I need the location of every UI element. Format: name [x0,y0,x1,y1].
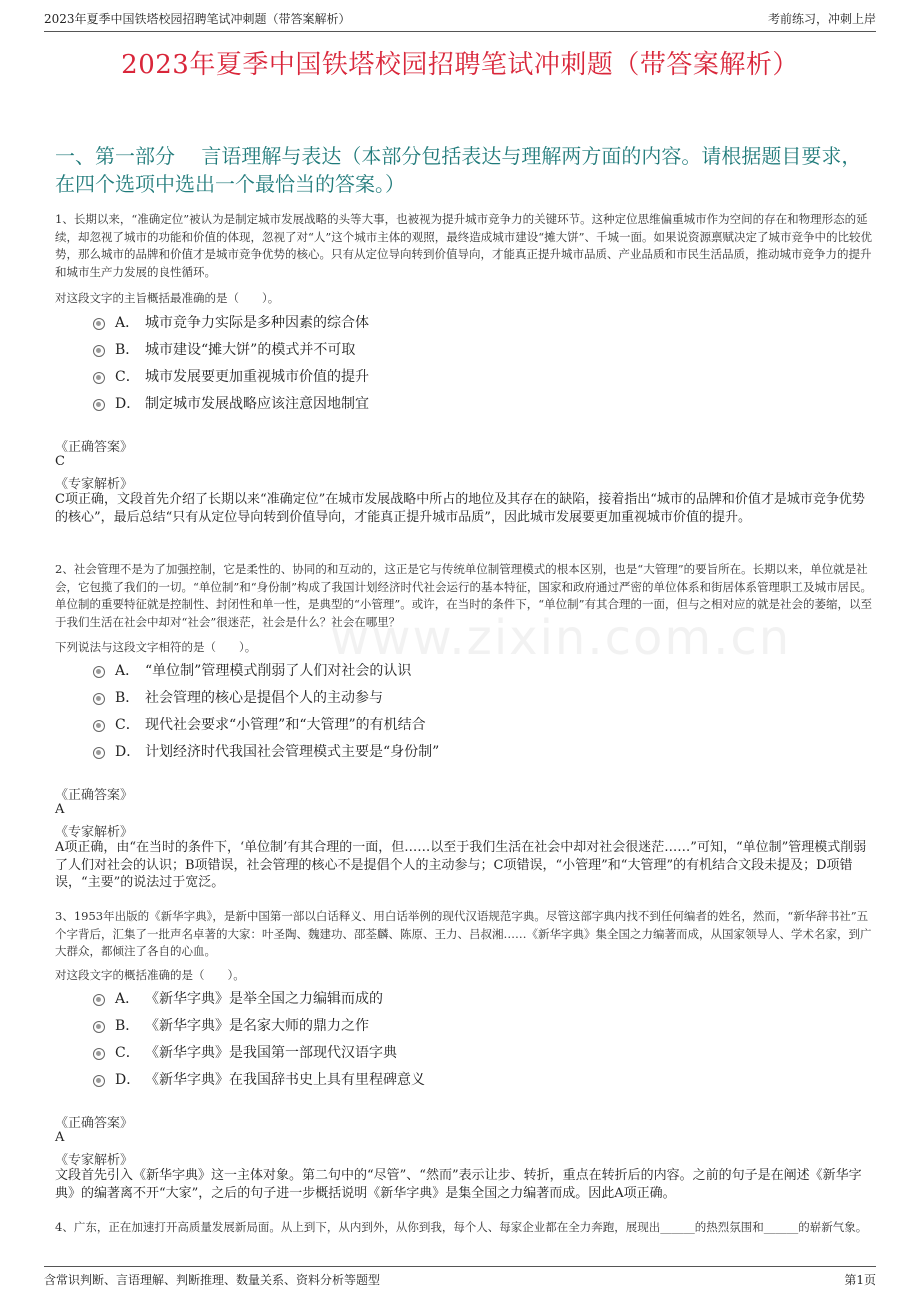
option-letter: A． [115,663,140,679]
radio-icon[interactable] [93,693,105,705]
option-letter: C． [115,1045,140,1061]
question-3-explanation: 文段首先引入《新华字典》这一主体对象。第二句中的“尽管”、“然而”表示让步、转折，重点在转折后的内容。之前的句子是在阐述《新华字典》的编著离不开“大家”，之后的句子进一步概括说明《新华字典》是集全国之力编著而成。因此A项正确。 [55,1168,862,1201]
page-number: 第1页 [844,1273,876,1287]
question-1-option-c[interactable] [93,366,369,386]
radio-icon[interactable] [93,666,105,678]
question-2-explain-label: 《专家解析》 [55,825,134,840]
radio-icon[interactable] [93,1021,105,1033]
radio-icon[interactable] [93,318,105,330]
header-slogan: 考前练习，冲刺上岸 [767,12,876,26]
page-footer [44,1266,876,1288]
question-3-text: 3、1953年出版的《新华字典》，是新中国第一部以白话释义、用白话举例的现代汉语规范字典。尽管这部字典内找不到任何编者的姓名，然而，“新华辞书社”五个字背后，汇集了一批声名卓著的大家：叶圣陶、魏建功、邵荃麟、陈原、王力、吕叔湘……《新华字典》集全国之力编著而成，从国家领导人、学术名家，到广大群众，都倾注了各自的心血。 [55,909,872,958]
question-2-answer: A [55,802,65,817]
option-text: 城市竞争力实际是多种因素的综合体 [145,315,369,331]
question-3-answer-label: 《正确答案》 [55,1116,134,1131]
question-4-text: 4、广东，正在加速打开高质量发展新局面。从上到下，从内到外，从你到我，每个人、每家企业都在全力奔跑，展现出______的热烈氛围和______的崭新气象。 [55,1220,868,1234]
option-text: 《新华字典》是举全国之力编辑而成的 [145,991,383,1007]
question-1-answer-label: 《正确答案》 [55,440,134,455]
question-2-text: 2、社会管理不是为了加强控制，它是柔性的、协同的和互动的，这正是它与传统单位制管理模式的根本区别，也是“大管理”的要旨所在。长期以来，单位就是社会，它包揽了我们的一切。“单位制”和“身份制”构成了我国计划经济时代社会运行的基本特征，国家和政府通过严密的单位体系和街居体系管理职工及城市居民。单位制的重要特征就是控制性、封闭性和单一性，是典型的“小管理”。或许，在当时的条件下，“单位制”有其合理的一面，但与之相对应的就是社会的萎缩，以至于我们生活在社会中却对“社会”很迷茫，社会是什么？社会在哪里？ [55,562,873,629]
question-1-option-a[interactable] [93,312,369,332]
question-2-option-b[interactable] [93,687,383,707]
option-text: 制定城市发展战略应该注意因地制宜 [145,396,369,412]
radio-icon[interactable] [93,994,105,1006]
option-letter: B． [115,342,140,358]
option-text: 社会管理的核心是提倡个人的主动参与 [145,690,383,706]
question-1-option-d[interactable] [93,393,369,413]
option-text: “单位制”管理模式削弱了人们对社会的认识 [145,663,412,679]
radio-icon[interactable] [93,747,105,759]
question-1-option-b[interactable] [93,339,355,359]
option-letter: C． [115,369,140,385]
question-2-option-c[interactable] [93,714,426,734]
question-2-explanation: A项正确，由“在当时的条件下，‘单位制’有其合理的一面，但……以至于我们生活在社会中却对社会很迷茫……”可知，“单位制”管理模式削弱了人们对社会的认识；B项错误，社会管理的核心不是提倡个人的主动参与；C项错误，“小管理”和“大管理”的有机结合文段未提及；D项错误，“主要”的说法过于宽泛。 [55,840,867,890]
question-2-option-a[interactable] [93,660,411,680]
question-3-prompt: 对这段文字的概括准确的是（ ）。 [55,968,245,982]
option-letter: D． [115,1072,141,1088]
option-letter: D． [115,744,141,760]
question-1-text: 1、长期以来，“准确定位”被认为是制定城市发展战略的头等大事，也被视为提升城市竞争力的关键环节。这种定位思维偏重城市作为空间的存在和物理形态的延续，却忽视了城市的功能和价值的体现，忽视了对“人”这个城市主体的观照，最终造成城市建设“摊大饼”、千城一面。如果说资源禀赋决定了城市竞争中的比较优势，那么城市的品牌和价值才是城市竞争优势的核心。只有从定位导向转到价值导向，才能真正提升城市品质、产业品质和市民生活品质，推动城市竞争力的提升和城市生产力发展的良性循环。 [55,212,873,279]
question-2-prompt: 下列说法与这段文字相符的是（ ）。 [55,640,257,654]
option-letter: B． [115,1018,140,1034]
option-text: 城市建设“摊大饼”的模式并不可取 [145,342,356,358]
question-1-explain-label: 《专家解析》 [55,477,134,492]
question-1-prompt: 对这段文字的主旨概括最准确的是（ ）。 [55,291,280,305]
question-2-option-d[interactable] [93,741,439,761]
option-letter: A． [115,991,140,1007]
question-3-answer: A [55,1130,65,1145]
question-1-explanation: C项正确，文段首先介绍了长期以来“准确定位”在城市发展战略中所占的地位及其存在的缺陷，接着指出“城市的品牌和价值才是城市竞争优势的核心”，最后总结“只有从定位导向转到价值导向，才能真正提升城市品质”，因此城市发展要更加重视城市价值的提升。 [55,492,865,525]
header-doc-name: 2023年夏季中国铁塔校园招聘笔试冲刺题（带答案解析） [44,12,351,26]
option-text: 《新华字典》是名家大师的鼎力之作 [145,1018,369,1034]
question-1-answer: C [55,454,65,469]
option-text: 《新华字典》是我国第一部现代汉语字典 [145,1045,397,1061]
question-3-option-c[interactable] [93,1042,397,1062]
radio-icon[interactable] [93,399,105,411]
section-heading: 一、第一部分 言语理解与表达（本部分包括表达与理解两方面的内容。请根据题目要求，在四个选项中选出一个最恰当的答案。） [55,144,862,196]
radio-icon[interactable] [93,345,105,357]
radio-icon[interactable] [93,1048,105,1060]
option-text: 《新华字典》在我国辞书史上具有里程碑意义 [145,1072,425,1088]
page-header [44,10,876,32]
question-2-answer-label: 《正确答案》 [55,788,134,803]
option-letter: C． [115,717,140,733]
option-text: 现代社会要求“小管理”和“大管理”的有机结合 [145,717,426,733]
radio-icon[interactable] [93,1075,105,1087]
option-text: 计划经济时代我国社会管理模式主要是“身份制” [145,744,440,760]
radio-icon[interactable] [93,372,105,384]
option-letter: D． [115,396,141,412]
question-3-option-d[interactable] [93,1069,425,1089]
footer-topics: 含常识判断、言语理解、判断推理、数量关系、资料分析等题型 [44,1273,381,1287]
question-3-explain-label: 《专家解析》 [55,1153,134,1168]
question-3-option-b[interactable] [93,1015,369,1035]
question-3-option-a[interactable] [93,988,383,1008]
option-letter: B． [115,690,140,706]
document-title: 2023年夏季中国铁塔校园招聘笔试冲刺题（带答案解析） [121,50,799,80]
option-letter: A． [115,315,140,331]
watermark: www.zixin.com.cn [330,610,792,666]
radio-icon[interactable] [93,720,105,732]
option-text: 城市发展要更加重视城市价值的提升 [145,369,369,385]
